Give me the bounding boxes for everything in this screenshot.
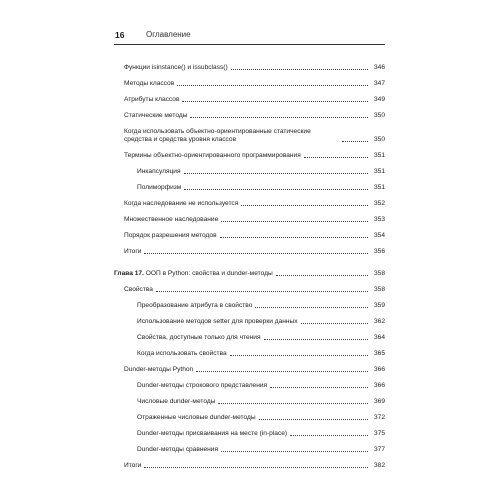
toc-entry-page: 358 <box>373 286 385 293</box>
toc-entry <box>114 88 385 104</box>
toc-entry <box>114 176 385 192</box>
dot-leader <box>182 101 368 102</box>
dot-leader <box>190 117 368 118</box>
toc-entry-text: ООП в Python: свойства и dunder-методы <box>145 270 273 277</box>
toc-entry-text: Статические методы <box>124 112 188 119</box>
toc-entry-page: 349 <box>373 96 385 103</box>
toc-entry-text: Преобразование атрибута в свойство <box>137 302 253 309</box>
toc-entry-text: Числовые dunder-методы <box>137 398 216 405</box>
page-header <box>114 30 385 45</box>
toc-entry-title <box>137 430 287 438</box>
dot-leader <box>290 435 368 436</box>
toc-entry <box>114 438 385 454</box>
toc-entry-title <box>137 414 256 422</box>
toc-entry-text: Множественное наследование <box>124 216 219 223</box>
dot-leader <box>255 307 368 308</box>
toc-entry <box>114 120 385 144</box>
toc-entry-title <box>124 80 174 88</box>
toc-entry-page: 354 <box>373 232 385 239</box>
dot-leader <box>230 355 368 356</box>
toc-entry-text: Dunder-методы строкового представления <box>137 382 268 389</box>
toc-entry-text: Использование методов setter для проверки данных <box>137 318 298 325</box>
toc-entry <box>114 294 385 310</box>
toc-entry <box>114 422 385 438</box>
toc-entry-page: 351 <box>373 168 385 175</box>
toc-entry <box>114 104 385 120</box>
toc-entry <box>114 454 385 470</box>
toc-entry-title <box>124 248 141 256</box>
dot-leader <box>156 291 368 292</box>
toc-entry-text: Атрибуты классов <box>124 96 180 103</box>
toc-entry-text: Когда использовать свойства <box>137 350 227 357</box>
toc-entry-text: Когда использовать объектно-ориентированные статические средства и средства уровня классов <box>124 128 311 143</box>
toc-entry-title <box>137 398 215 406</box>
dot-leader <box>221 221 368 222</box>
toc-entry <box>114 240 385 256</box>
toc-entry-text: Итоги <box>124 248 142 255</box>
toc-entry-page: 366 <box>373 366 385 373</box>
toc-entry-title <box>114 270 273 278</box>
toc-entry-text: Порядок разрешения методов <box>124 232 217 239</box>
toc-entry <box>114 406 385 422</box>
toc-entry-title <box>124 112 187 120</box>
toc-entry-title <box>124 152 301 160</box>
toc-entry-title <box>124 96 179 104</box>
toc-entry-page: 372 <box>373 414 385 421</box>
dot-leader <box>177 85 368 86</box>
toc-entry-page: 351 <box>373 152 385 159</box>
toc-entry-page: 351 <box>373 184 385 191</box>
dot-leader <box>301 323 368 324</box>
toc-entry-text: Итоги <box>124 462 142 469</box>
dot-leader <box>184 189 368 190</box>
toc-entry-text: Свойства, доступные только для чтения <box>137 334 261 341</box>
toc-entry-text: Dunder-методы сравнения <box>137 446 219 453</box>
toc-entry-title <box>137 168 181 176</box>
toc-entry <box>114 390 385 406</box>
toc-entry-text: Свойства <box>124 286 153 293</box>
toc-entry-title <box>124 200 238 208</box>
toc-entry <box>114 278 385 294</box>
chapter-label: Глава 17. <box>114 270 144 277</box>
page-number: 16 <box>115 30 125 40</box>
toc-entry <box>114 144 385 160</box>
dot-leader <box>304 157 368 158</box>
toc-entry-title <box>124 216 218 224</box>
toc-entry-page: 364 <box>373 334 385 341</box>
toc-entry-page: 347 <box>373 80 385 87</box>
toc-entry-page: 353 <box>373 216 385 223</box>
dot-leader <box>231 69 368 70</box>
toc-entry-text: Когда наследование не используется <box>124 200 239 207</box>
table-of-contents <box>114 56 385 470</box>
toc-entry-page: 359 <box>373 302 385 309</box>
dot-leader <box>264 339 368 340</box>
toc-entry-title <box>137 334 261 342</box>
toc-entry-title <box>124 462 141 470</box>
toc-entry-title <box>137 318 298 326</box>
dot-leader <box>144 467 368 468</box>
toc-entry <box>114 342 385 358</box>
dot-leader <box>184 173 368 174</box>
toc-entry <box>114 160 385 176</box>
toc-entry-page: 356 <box>373 248 385 255</box>
toc-entry <box>114 56 385 72</box>
toc-entry <box>114 310 385 326</box>
dot-leader <box>276 275 368 276</box>
dot-leader <box>221 451 368 452</box>
toc-entry-text: Инкапсуляция <box>137 168 181 175</box>
toc-entry-title <box>137 184 181 192</box>
toc-entry-page: 350 <box>373 136 385 143</box>
toc-entry-title <box>137 382 267 390</box>
toc-entry-title <box>137 302 252 310</box>
toc-entry <box>114 72 385 88</box>
toc-entry-page: 369 <box>373 398 385 405</box>
dot-leader <box>270 387 368 388</box>
toc-entry-page: 366 <box>373 382 385 389</box>
toc-entry-page: 350 <box>373 112 385 119</box>
toc-entry <box>114 374 385 390</box>
toc-entry-text: Термины объектно-ориентированного программирования <box>124 152 301 159</box>
toc-entry-text: Dunder-методы присваивания на месте (in-place) <box>137 430 288 437</box>
dot-leader <box>144 253 368 254</box>
toc-entry-text: Dunder-методы Python <box>124 366 194 373</box>
toc-entry <box>114 208 385 224</box>
toc-entry-page: 377 <box>373 446 385 453</box>
toc-entry-page: 362 <box>373 318 385 325</box>
dot-leader <box>220 237 368 238</box>
toc-entry-title <box>137 350 227 358</box>
toc-entry-title <box>124 366 193 374</box>
toc-entry-title <box>124 64 228 72</box>
toc-entry <box>114 326 385 342</box>
toc-chapter-entry <box>114 262 385 278</box>
toc-entry-page: 382 <box>373 462 385 469</box>
toc-entry-text: Функции isinstance() и issubclass() <box>124 64 228 71</box>
dot-leader <box>218 403 368 404</box>
toc-entry-title <box>137 446 218 454</box>
toc-entry-page: 352 <box>373 200 385 207</box>
toc-entry-page: 346 <box>373 64 385 71</box>
toc-entry <box>114 224 385 240</box>
toc-entry-text: Полиморфизм <box>137 184 182 191</box>
toc-entry-page: 375 <box>373 430 385 437</box>
dot-leader <box>342 141 368 142</box>
toc-entry-page: 365 <box>373 350 385 357</box>
dot-leader <box>241 205 368 206</box>
toc-entry-title <box>124 128 339 144</box>
dot-leader <box>259 419 368 420</box>
toc-entry-page: 358 <box>373 270 385 277</box>
toc-entry <box>114 358 385 374</box>
toc-entry <box>114 192 385 208</box>
dot-leader <box>196 371 368 372</box>
running-title: Оглавление <box>146 30 191 39</box>
toc-entry-text: Отраженные числовые dunder-методы <box>137 414 256 421</box>
toc-entry-title <box>124 232 217 240</box>
toc-entry-text: Методы классов <box>124 80 175 87</box>
toc-entry-title <box>124 286 153 294</box>
